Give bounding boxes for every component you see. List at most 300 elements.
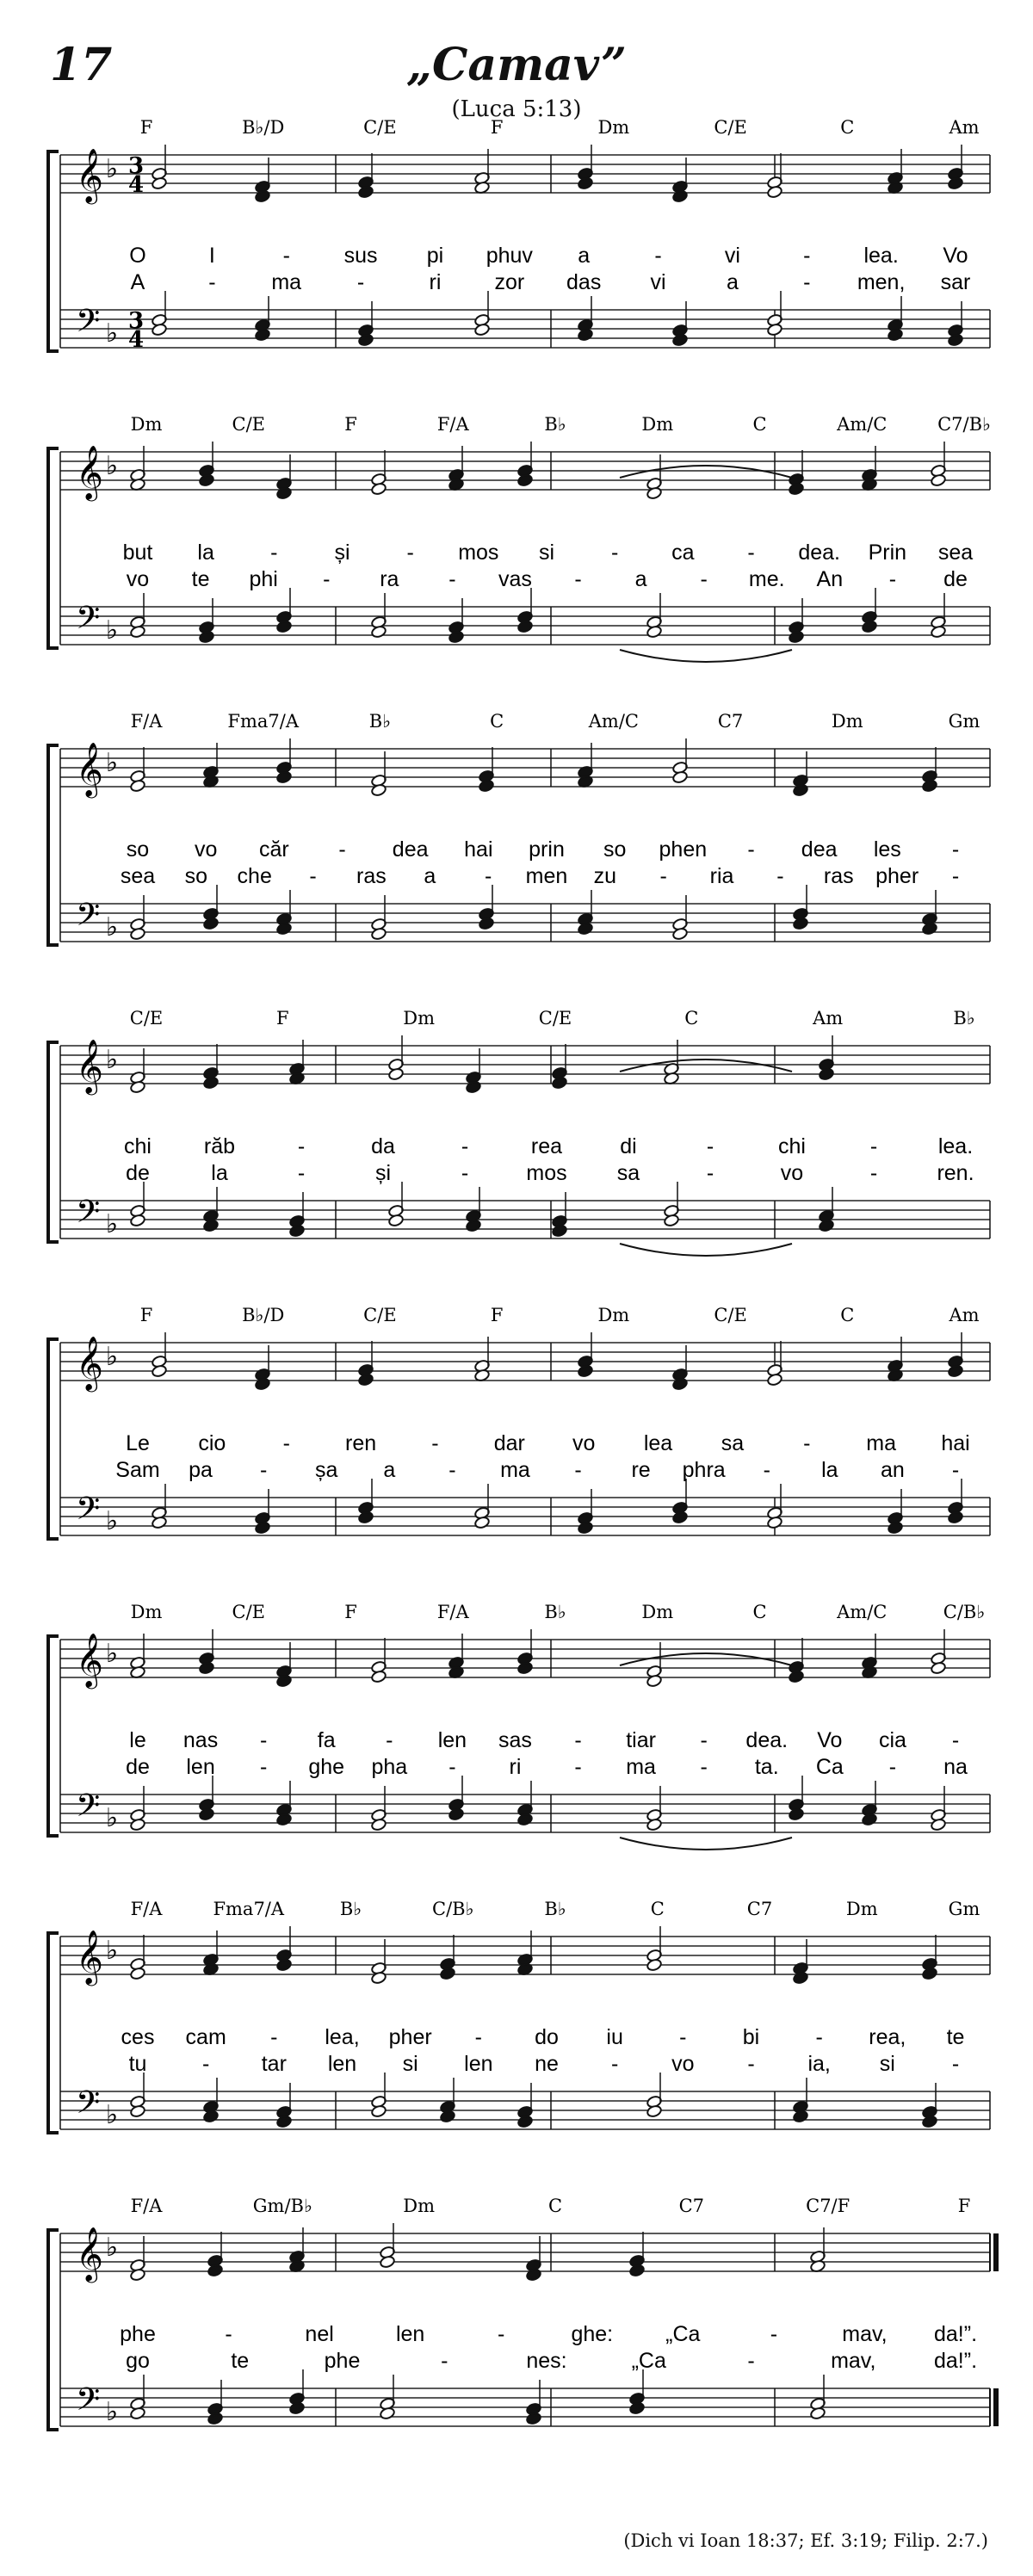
lyric-verse-1: do (535, 2025, 559, 2049)
time-signature-top: 3 (127, 308, 145, 334)
lyric-verse-1: - (297, 1134, 306, 1158)
lyric-verse-2: - (574, 1458, 582, 1482)
system-4 (48, 1008, 990, 1256)
chord-symbol: Fma7/A (213, 1899, 285, 1919)
lyric-verse-2: - (259, 1755, 268, 1779)
lyric-verse-2: men (525, 864, 568, 888)
system-brace (48, 1042, 59, 1242)
system-brace (48, 1339, 59, 1539)
lyric-verse-1: și (334, 541, 350, 565)
key-flat-treble: ♭ (105, 748, 119, 778)
lyric-verse-2: da!”. (933, 2349, 978, 2373)
lyric-verse-2: ri (509, 1755, 522, 1779)
lyric-verse-1: prin (529, 837, 565, 862)
system-brace (48, 151, 59, 351)
key-flat-bass: ♭ (105, 615, 119, 646)
lyric-verse-1: - (498, 2322, 505, 2346)
chord-symbol: C/E (129, 1008, 164, 1029)
key-flat-treble: ♭ (105, 1342, 119, 1372)
lyric-verse-1: - (747, 837, 755, 862)
lyric-verse-1: - (431, 1431, 439, 1455)
lyric-verse-1: cio (198, 1431, 226, 1455)
tie-treble (620, 1059, 792, 1072)
lyric-verse-1: dea (801, 837, 838, 862)
key-flat-treble: ♭ (105, 451, 119, 481)
chord-symbol: B♭ (368, 711, 392, 732)
treble-clef-icon: 𝄞 (76, 445, 103, 499)
lyric-verse-2: men, (857, 270, 906, 294)
lyric-verse-1: mos (458, 541, 499, 565)
chord-symbol: C/B♭ (432, 1899, 474, 1919)
lyric-verse-2: - (208, 270, 216, 294)
lyric-verse-2: - (803, 270, 811, 294)
chord-symbol: F (276, 1008, 289, 1029)
chord-symbol: C (840, 1305, 855, 1325)
lyric-verse-1: da (371, 1134, 395, 1158)
lyric-verse-1: dea (392, 837, 429, 862)
chord-symbol: Gm/B♭ (252, 2196, 312, 2216)
lyric-verse-2: - (706, 1161, 714, 1185)
lyric-verse-1: - (815, 2025, 823, 2049)
key-flat-treble: ♭ (105, 1639, 119, 1669)
lyric-verse-1: nel (305, 2322, 334, 2346)
lyric-verse-1: si (538, 541, 555, 565)
lyric-verse-1: Le (126, 1431, 150, 1455)
lyric-verse-1: Prin (868, 541, 907, 565)
lyric-verse-2: de (126, 1161, 150, 1185)
footer-references: (Dich vi Ioan 18:37; Ef. 3:19; Filip. 2:7.) (623, 2530, 988, 2551)
tie-bass (620, 1838, 792, 1850)
lyric-verse-2: - (611, 2052, 619, 2076)
bass-clef-icon: 𝄢 (76, 2085, 101, 2128)
chord-symbol: F (139, 117, 153, 138)
lyric-verse-1: - (338, 837, 346, 862)
treble-clef-icon: 𝄞 (76, 148, 103, 202)
lyric-verse-2: vo (780, 1161, 804, 1185)
chord-symbol: Dm (403, 2196, 436, 2216)
chord-symbol: B♭/D (242, 1305, 285, 1325)
tie-bass (620, 1244, 792, 1256)
key-flat-bass: ♭ (105, 1506, 119, 1536)
lyric-verse-1: but (122, 541, 153, 565)
lyric-verse-2: șa (315, 1458, 338, 1482)
lyric-verse-2: ghe (308, 1755, 345, 1779)
hymn-title: „Camav” (406, 39, 627, 91)
lyric-verse-1: Vo (817, 1728, 843, 1752)
lyric-verse-1: dea. (745, 1728, 789, 1752)
chord-symbol: Dm (130, 414, 163, 435)
chord-symbol: B♭ (544, 1602, 566, 1622)
lyric-verse-1: căr (258, 837, 289, 862)
lyric-verse-1: - (803, 1431, 811, 1455)
lyric-verse-2: - (951, 1458, 960, 1482)
lyric-verse-2: phra (682, 1458, 726, 1482)
lyric-verse-1: fa (317, 1728, 336, 1752)
lyric-verse-2: ras (823, 864, 854, 888)
lyric-verse-2: - (888, 1755, 897, 1779)
chord-symbol: C (650, 1899, 665, 1919)
treble-clef-icon: 𝄞 (76, 2227, 103, 2281)
lyric-verse-2: - (763, 1458, 770, 1482)
lyric-verse-2: ma (271, 270, 302, 294)
lyric-verse-2: vas (498, 567, 532, 591)
treble-clef-icon: 𝄞 (76, 1039, 103, 1093)
time-signature-bottom: 4 (127, 172, 145, 198)
lyric-verse-2: so (184, 864, 208, 888)
key-flat-treble: ♭ (105, 2233, 119, 2263)
lyric-verse-1: ren (345, 1431, 377, 1455)
lyric-verse-2: - (747, 2349, 755, 2373)
system-1 (48, 117, 990, 353)
lyric-verse-1: - (474, 2025, 482, 2049)
lyric-verse-2: de (126, 1755, 150, 1779)
lyric-verse-2: len (186, 1755, 215, 1779)
lyric-verse-2: tu (128, 2052, 147, 2076)
chord-symbol: F/A (436, 414, 469, 435)
lyric-verse-1: - (259, 1728, 268, 1752)
system-8 (48, 2196, 996, 2430)
lyric-verse-1: - (282, 244, 290, 268)
lyric-verse-2: an (881, 1458, 905, 1482)
lyric-verse-2: a (383, 1458, 396, 1482)
lyric-verse-2: An (816, 567, 844, 591)
lyric-verse-1: vo (194, 837, 218, 862)
lyric-verse-1: sea (937, 541, 974, 565)
lyric-verse-2: zu (593, 864, 617, 888)
lyric-verse-2: si (402, 2052, 418, 2076)
chord-symbol: Am (949, 1305, 980, 1325)
chord-symbol: F (344, 1602, 357, 1622)
lyric-verse-1: „Ca (665, 2322, 701, 2346)
lyric-verse-2: tar (261, 2052, 287, 2076)
chord-symbol: Dm (597, 1305, 630, 1325)
chord-symbol: C/B♭ (943, 1602, 986, 1622)
chord-symbol: F/A (130, 2196, 163, 2216)
chord-symbol: C (547, 2196, 563, 2216)
lyric-verse-1: pi (426, 244, 444, 268)
lyric-verse-2: - (869, 1161, 878, 1185)
lyric-verse-1: ma (866, 1431, 897, 1455)
time-signature-top: 3 (127, 153, 145, 179)
lyric-verse-1: ces (121, 2025, 155, 2049)
chord-symbol: Dm (130, 1602, 163, 1622)
lyric-verse-1: chi (778, 1134, 806, 1158)
lyric-verse-2: ne (535, 2052, 559, 2076)
key-flat-treble: ♭ (105, 1936, 119, 1966)
key-flat-treble: ♭ (105, 154, 119, 184)
lyric-verse-2: - (776, 864, 784, 888)
chord-symbol: Am (949, 117, 980, 138)
chord-symbol: C/E (363, 117, 397, 138)
key-flat-bass: ♭ (105, 2397, 119, 2427)
lyric-verse-1: ca (671, 541, 695, 565)
chord-symbol: Dm (845, 1899, 878, 1919)
lyric-verse-2: A (130, 270, 145, 294)
system-brace (48, 448, 59, 648)
lyric-verse-2: mav, (831, 2349, 876, 2373)
lyric-verse-1: cam (185, 2025, 226, 2049)
lyric-verse-1: tiar (626, 1728, 656, 1752)
lyric-verse-1: mav, (842, 2322, 888, 2346)
lyric-verse-1: lea. (863, 244, 899, 268)
chord-symbol: Fma7/A (227, 711, 300, 732)
lyric-verse-1: le (129, 1728, 146, 1752)
hymn-number: 17 (50, 39, 113, 91)
chord-symbol: C7/F (806, 2196, 851, 2216)
lyric-verse-1: - (225, 2322, 232, 2346)
lyric-verse-2: - (700, 567, 708, 591)
lyric-verse-1: rea (530, 1134, 563, 1158)
chord-symbol: Am (813, 1008, 844, 1029)
lyric-verse-2: - (309, 864, 317, 888)
lyric-verse-2: la (211, 1161, 228, 1185)
lyric-verse-1: dar (493, 1431, 525, 1455)
chord-symbol: C7/B♭ (937, 414, 991, 435)
system-2 (48, 414, 991, 662)
lyric-verse-1: sas (498, 1728, 532, 1752)
lyric-verse-1: so (603, 837, 627, 862)
lyric-verse-2: ri (429, 270, 442, 294)
lyric-verse-2: vi (650, 270, 666, 294)
lyric-verse-2: pha (371, 1755, 408, 1779)
tie-bass (620, 650, 792, 662)
lyric-verse-1: sa (721, 1431, 745, 1455)
lyric-verse-1: chi (124, 1134, 152, 1158)
lyric-verse-1: phen (659, 837, 708, 862)
chord-symbol: F (344, 414, 357, 435)
time-signature-bottom: 4 (127, 327, 145, 353)
lyric-verse-2: - (574, 1755, 582, 1779)
chord-symbol: C/E (714, 1305, 747, 1325)
lyric-verse-1: hai (941, 1431, 970, 1455)
lyric-verse-2: len (327, 2052, 357, 2076)
system-6 (48, 1602, 990, 1850)
bass-clef-icon: 𝄢 (76, 1194, 101, 1238)
tie-treble (620, 466, 792, 478)
lyric-verse-2: - (356, 270, 365, 294)
lyric-verse-2: Ca (815, 1755, 844, 1779)
lyric-verse-1: - (951, 837, 960, 862)
lyric-verse-1: - (803, 244, 811, 268)
lyric-verse-2: das (566, 270, 602, 294)
lyric-verse-2: vo (126, 567, 150, 591)
chord-symbol: C/E (232, 1602, 265, 1622)
chord-symbol: C7 (717, 711, 744, 732)
lyric-verse-2: - (484, 864, 492, 888)
bass-clef-icon: 𝄢 (76, 897, 101, 941)
lyric-verse-2: - (448, 1458, 456, 1482)
lyric-verse-1: - (270, 2025, 278, 2049)
chord-symbol: Dm (641, 414, 674, 435)
lyric-verse-2: ma (626, 1755, 656, 1779)
lyric-verse-2: - (297, 1161, 306, 1185)
chord-symbol: C/E (538, 1008, 572, 1029)
lyric-verse-2: - (574, 567, 582, 591)
chord-symbol: Dm (597, 117, 630, 138)
lyric-verse-1: ghe: (571, 2322, 614, 2346)
lyric-verse-2: a (726, 270, 739, 294)
treble-clef-icon: 𝄞 (76, 1336, 103, 1390)
lyric-verse-1: lea, (325, 2025, 360, 2049)
lyric-verse-1: a (578, 244, 591, 268)
lyric-verse-1: sus (343, 244, 378, 268)
lyric-verse-2: ren. (937, 1161, 974, 1185)
lyric-verse-1: - (679, 2025, 687, 2049)
lyric-verse-1: cia (878, 1728, 906, 1752)
bass-clef-icon: 𝄢 (76, 600, 101, 644)
lyric-verse-1: - (700, 1728, 708, 1752)
lyric-verse-1: - (654, 244, 662, 268)
lyric-verse-1: phuv (486, 244, 533, 268)
chord-symbol: Gm (948, 711, 980, 732)
system-5 (48, 1305, 990, 1539)
lyric-verse-2: nes: (526, 2349, 567, 2373)
chord-symbol: B♭ (544, 1899, 566, 1919)
lyric-verse-2: Sam (115, 1458, 160, 1482)
lyric-verse-1: bi (742, 2025, 760, 2049)
lyric-verse-2: na (943, 1755, 968, 1779)
chord-symbol: F (139, 1305, 153, 1325)
lyric-verse-2: - (700, 1755, 708, 1779)
chord-symbol: Gm (948, 1899, 980, 1919)
lyric-verse-2: phi (249, 567, 278, 591)
chord-symbol: C/E (714, 117, 747, 138)
lyric-verse-2: ria (709, 864, 734, 888)
lyric-verse-2: te (191, 567, 210, 591)
chord-symbol: F/A (130, 1899, 163, 1919)
lyric-verse-2: de (943, 567, 968, 591)
treble-clef-icon: 𝄞 (76, 1633, 103, 1687)
lyric-verse-2: - (461, 1161, 469, 1185)
lyric-verse-2: go (126, 2349, 150, 2373)
lyric-verse-2: a (424, 864, 436, 888)
lyric-verse-2: - (951, 2052, 960, 2076)
lyric-verse-1: - (282, 1431, 290, 1455)
lyric-verse-1: pher (388, 2025, 432, 2049)
lyric-verse-1: hai (464, 837, 493, 862)
lyric-verse-1: Vo (943, 244, 968, 268)
chord-symbol: C/E (232, 414, 265, 435)
chord-symbol: Am/C (837, 414, 888, 435)
lyric-verse-2: te (231, 2349, 250, 2373)
lyric-verse-1: - (770, 2322, 778, 2346)
lyric-verse-2: pa (189, 1458, 213, 1482)
lyric-verse-1: - (574, 1728, 582, 1752)
lyric-verse-1: - (951, 1728, 960, 1752)
lyric-verse-2: zor (494, 270, 525, 294)
lyric-verse-1: nas (182, 1728, 219, 1752)
chord-symbol: C7 (746, 1899, 773, 1919)
lyric-verse-1: răb (203, 1134, 236, 1158)
lyric-verse-2: ra (380, 567, 399, 591)
lyric-verse-2: - (202, 2052, 210, 2076)
lyric-verse-1: so (126, 837, 150, 862)
system-brace (48, 1933, 59, 2133)
lyric-verse-1: - (386, 1728, 393, 1752)
lyric-verse-1: dea. (798, 541, 841, 565)
lyric-verse-1: phe (120, 2322, 156, 2346)
lyric-verse-1: len (395, 2322, 425, 2346)
lyric-verse-1: len (437, 1728, 467, 1752)
lyric-verse-1: iu (606, 2025, 623, 2049)
chord-symbol: Dm (403, 1008, 436, 1029)
chord-symbol: Dm (831, 711, 863, 732)
lyric-verse-1: vi (724, 244, 740, 268)
scripture-reference: (Luca 5:13) (451, 96, 582, 122)
chord-symbol: Dm (641, 1602, 674, 1622)
lyric-verse-2: vo (671, 2052, 695, 2076)
lyric-verse-2: re (631, 1458, 651, 1482)
chord-symbol: F/A (130, 711, 163, 732)
chord-symbol: B♭/D (242, 117, 285, 138)
lyric-verse-2: - (951, 864, 960, 888)
lyric-verse-2: che (237, 864, 272, 888)
lyric-verse-2: phe (324, 2349, 361, 2373)
lyric-verse-1: lea (643, 1431, 673, 1455)
key-flat-bass: ♭ (105, 2100, 119, 2130)
lyric-verse-1: rea, (869, 2025, 906, 2049)
lyric-verse-1: te (946, 2025, 965, 2049)
lyric-verse-2: - (259, 1458, 268, 1482)
lyric-verse-2: la (821, 1458, 838, 1482)
chord-symbol: Am/C (588, 711, 639, 732)
treble-clef-icon: 𝄞 (76, 742, 103, 796)
lyric-verse-1: - (706, 1134, 714, 1158)
lyric-verse-2: sea (120, 864, 156, 888)
lyric-verse-1: di (620, 1134, 637, 1158)
lyric-verse-2: ta. (754, 1755, 779, 1779)
lyric-verse-2: len (464, 2052, 493, 2076)
key-flat-bass: ♭ (105, 318, 119, 349)
lyric-verse-1: - (406, 541, 414, 565)
system-7 (48, 1899, 990, 2133)
lyric-verse-2: me. (748, 567, 785, 591)
chord-symbol: C7 (678, 2196, 705, 2216)
lyric-verse-1: la (197, 541, 214, 565)
lyric-verse-2: - (323, 567, 331, 591)
lyric-verse-2: sa (616, 1161, 640, 1185)
key-flat-bass: ♭ (105, 1209, 119, 1239)
lyric-verse-2: - (888, 567, 897, 591)
chord-symbol: F (490, 1305, 504, 1325)
lyric-verse-2: - (659, 864, 667, 888)
bass-clef-icon: 𝄢 (76, 303, 101, 347)
lyric-verse-1: lea. (937, 1134, 974, 1158)
chord-symbol: B♭ (339, 1899, 362, 1919)
lyric-verse-2: si (879, 2052, 895, 2076)
lyric-verse-2: ia, (807, 2052, 831, 2076)
lyric-verse-1: vo (572, 1431, 596, 1455)
bass-clef-icon: 𝄢 (76, 2381, 101, 2425)
bass-clef-icon: 𝄢 (76, 1491, 101, 1535)
system-brace (48, 2230, 59, 2430)
tie-treble (620, 1653, 792, 1665)
chord-symbol: C (752, 414, 767, 435)
chord-symbol: C (684, 1008, 699, 1029)
lyric-verse-2: - (441, 2349, 448, 2373)
key-flat-bass: ♭ (105, 912, 119, 942)
lyric-verse-2: ma (500, 1458, 530, 1482)
lyric-verse-2: sar (940, 270, 971, 294)
lyric-verse-2: pher (875, 864, 919, 888)
chord-symbol: Am/C (837, 1602, 888, 1622)
lyric-verse-2: - (747, 2052, 755, 2076)
lyric-verse-1: - (270, 541, 278, 565)
chord-symbol: C (490, 711, 504, 732)
lyric-verse-1: - (747, 541, 755, 565)
key-flat-bass: ♭ (105, 1803, 119, 1833)
lyric-verse-2: mos (526, 1161, 567, 1185)
